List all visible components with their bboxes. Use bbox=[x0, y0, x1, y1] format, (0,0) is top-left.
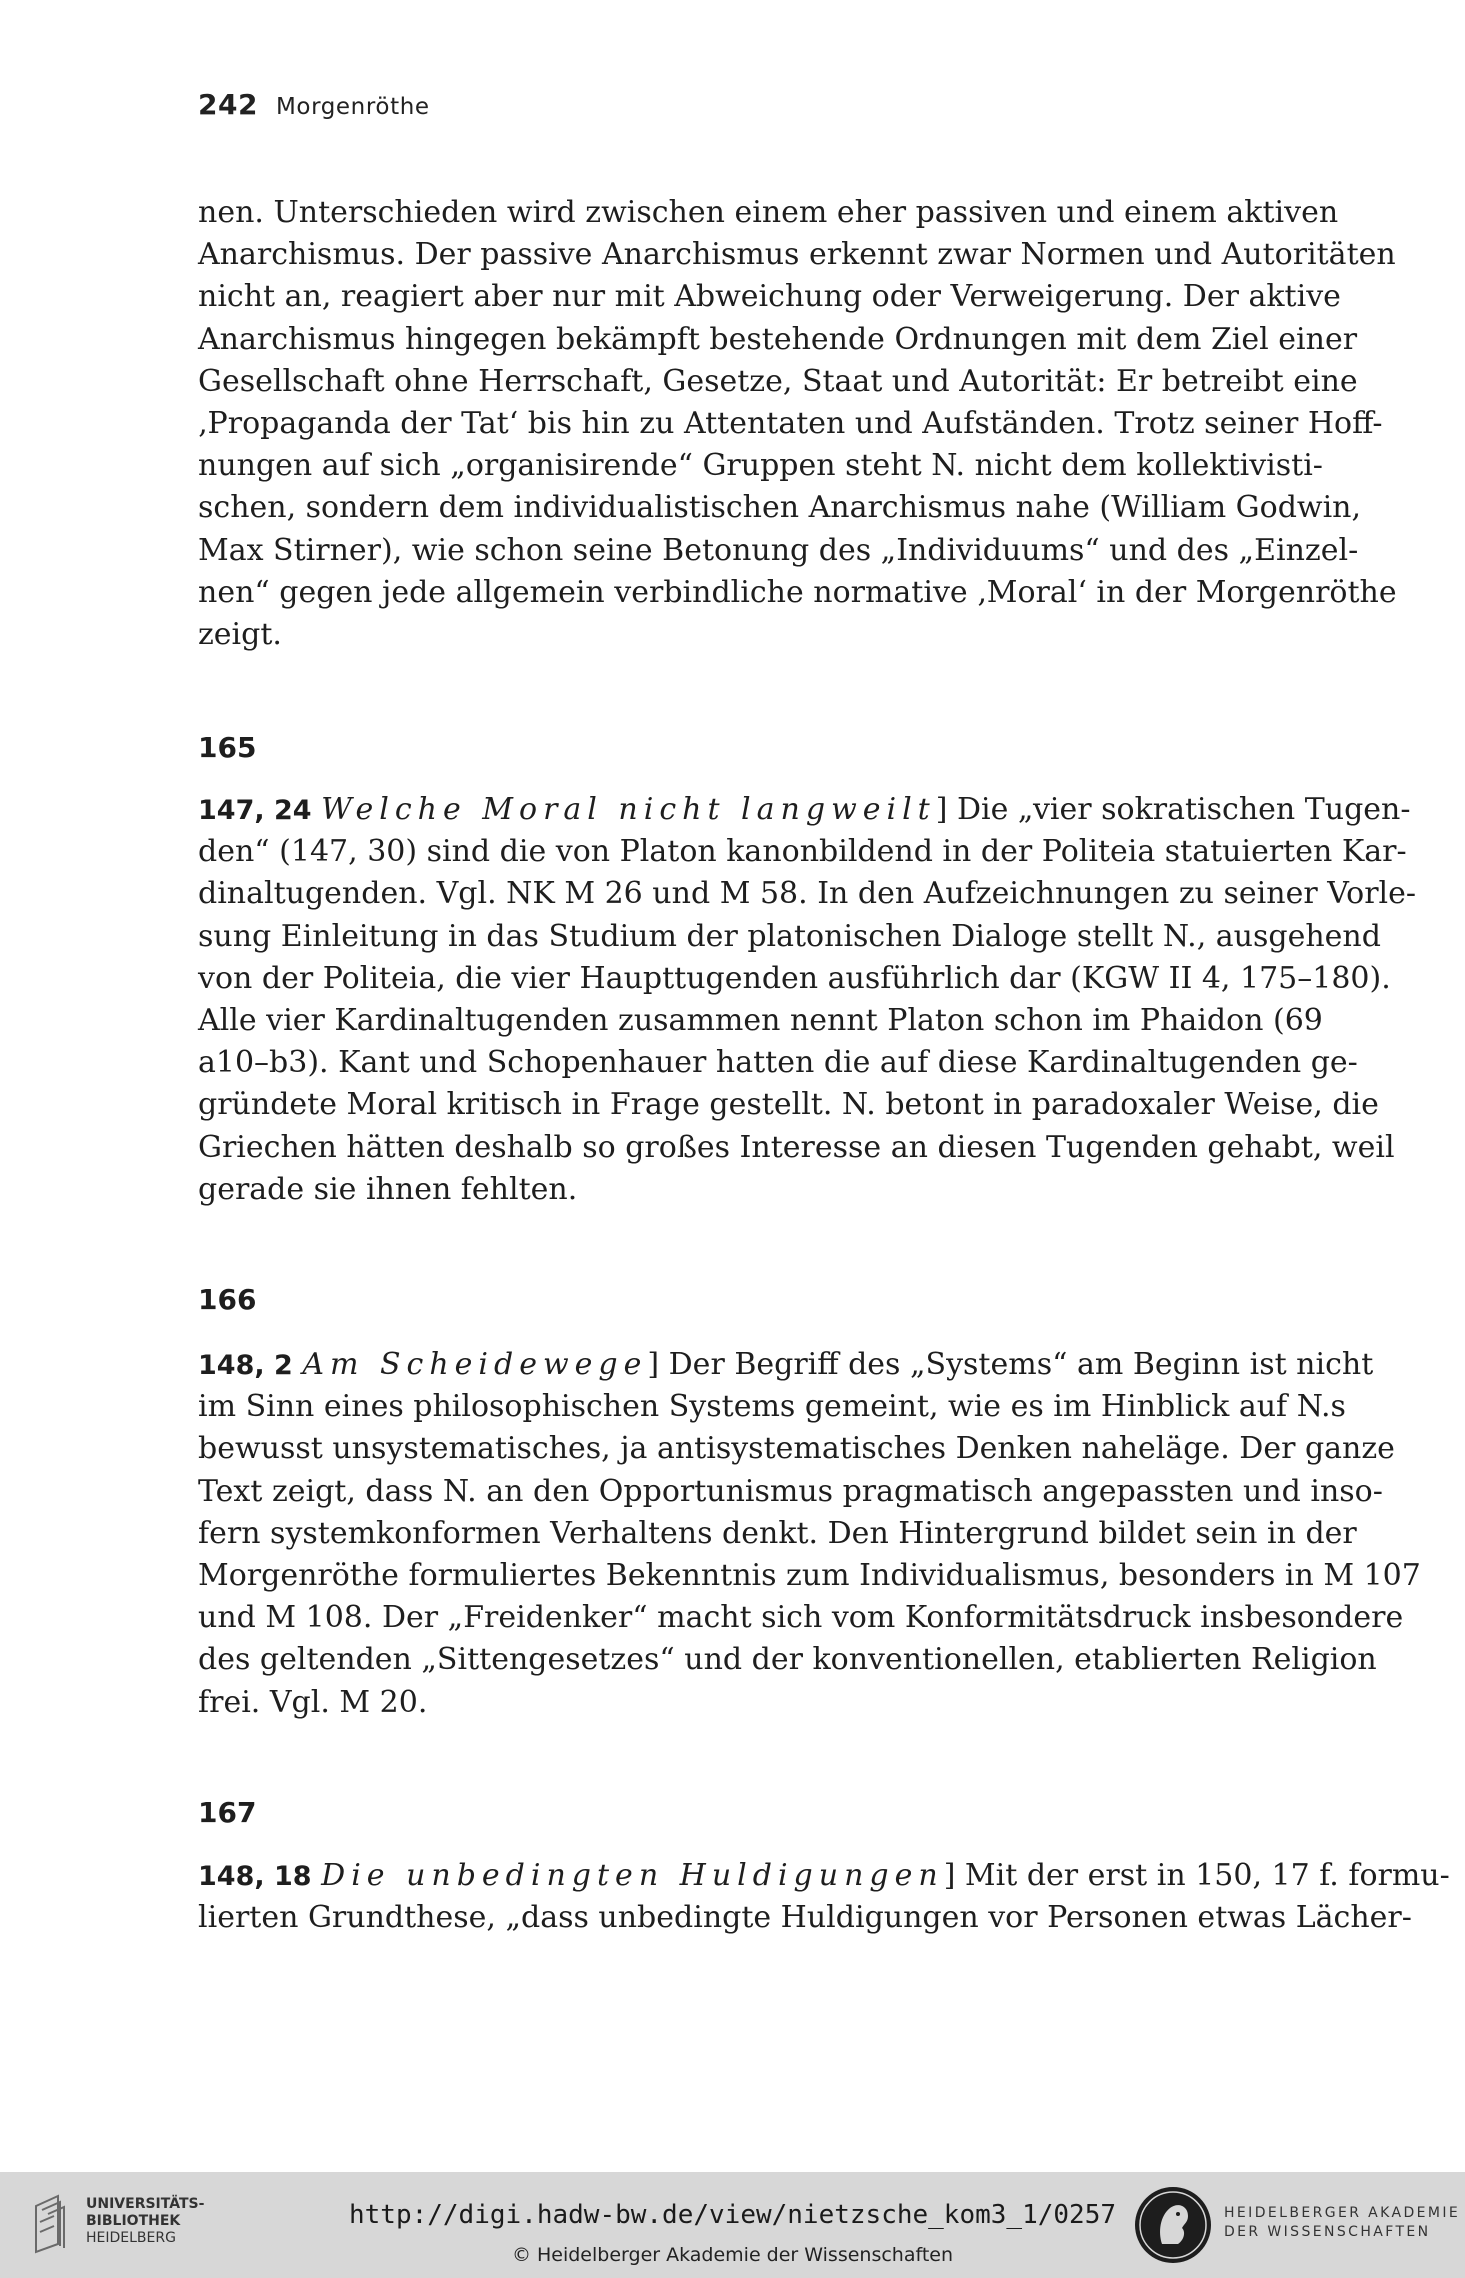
commentary-entry bbox=[198, 1855, 1450, 1939]
text-line: zeigt. bbox=[198, 616, 282, 652]
text-line: bewusst unsystematisches, ja antisystematisches Denken naheläge. Der ganze bbox=[198, 1431, 1395, 1467]
text-line: 147, 24 Welche Moral nicht langweilt] Die „vier sokratischen Tugen- bbox=[198, 792, 1411, 827]
text-line: schen, sondern dem individualistischen Anarchismus nahe (William Godwin, bbox=[198, 490, 1362, 526]
lemma: Die unbedingten Huldigungen bbox=[321, 1858, 944, 1893]
academy-name: HEIDELBERGER AKADEMIE DER WISSENSCHAFTEN bbox=[1224, 2205, 1461, 2240]
text-line: fern systemkonformen Verhaltens denkt. Den Hintergrund bildet sein in der bbox=[198, 1515, 1357, 1551]
text-line: im Sinn eines philosophischen Systems gemeint, wie es im Hinblick auf N.s bbox=[198, 1389, 1346, 1425]
text-line: gründete Moral kritisch in Frage gestellt. N. betont in paradoxaler Weise, die bbox=[198, 1087, 1379, 1123]
text-line: ‚Propaganda der Tat‘ bis hin zu Attentaten und Aufständen. Trotz seiner Hoff- bbox=[198, 405, 1383, 441]
library-name: UNIVERSITÄTS- BIBLIOTHEK HEIDELBERG bbox=[86, 2196, 205, 2246]
text-line: nicht an, reagiert aber nur mit Abweichung oder Verweigerung. Der aktive bbox=[198, 279, 1341, 315]
text-line: 148, 18 Die unbedingten Huldigungen] Mit der erst in 150, 17 f. formu- bbox=[198, 1858, 1450, 1893]
lemma: Welche Moral nicht langweilt bbox=[321, 792, 936, 827]
lemma: Am Scheidewege bbox=[302, 1347, 648, 1382]
text-line: Alle vier Kardinaltugenden zusammen nennt Platon schon im Phaidon (69 bbox=[198, 1002, 1323, 1038]
text-line: Max Stirner), wie schon seine Betonung des „Individuums“ und des „Einzel- bbox=[198, 532, 1359, 568]
academy-seal-icon bbox=[1132, 2184, 1214, 2266]
section-number: 167 bbox=[198, 1796, 257, 1829]
text-line: von der Politeia, die vier Haupttugenden ausführlich dar (KGW II 4, 175–180). bbox=[198, 960, 1391, 996]
text-line: dinaltugenden. Vgl. NK M 26 und M 58. In den Aufzeichnungen zu seiner Vorle- bbox=[198, 876, 1417, 912]
text-line: den“ (147, 30) sind die von Platon kanonbildend in der Politeia statuierten Kar- bbox=[198, 834, 1407, 870]
text-line: des geltenden „Sittengesetzes“ und der konventionellen, etablierten Religion bbox=[198, 1642, 1377, 1678]
running-title: Morgenröthe bbox=[275, 94, 430, 120]
text-line: lierten Grundthese, „dass unbedingte Huldigungen vor Personen etwas Lächer- bbox=[198, 1900, 1412, 1936]
text-line: Anarchismus. Der passive Anarchismus erkennt zwar Normen und Autoritäten bbox=[198, 237, 1396, 273]
text-line: Morgenröthe formuliertes Bekenntnis zum Individualismus, besonders in M 107 bbox=[198, 1557, 1421, 1593]
footer-bar bbox=[0, 2172, 1465, 2278]
text-line: und M 108. Der „Freidenker“ macht sich vom Konformitätsdruck insbesondere bbox=[198, 1600, 1404, 1636]
text-line: Anarchismus hingegen bekämpft bestehende Ordnungen mit dem Ziel einer bbox=[198, 321, 1358, 357]
text-line: frei. Vgl. M 20. bbox=[198, 1684, 428, 1720]
text-line: Gesellschaft ohne Herrschaft, Gesetze, Staat und Autorität: Er betreibt eine bbox=[198, 363, 1358, 399]
text-line: a10–b3). Kant und Schopenhauer hatten die auf diese Kardinaltugenden ge- bbox=[198, 1045, 1358, 1081]
reference: 147, 24 bbox=[198, 795, 312, 826]
text-line: nungen auf sich „organisirende“ Gruppen steht N. nicht dem kollektivisti- bbox=[198, 448, 1323, 484]
text-line: gerade sie ihnen fehlten. bbox=[198, 1171, 578, 1207]
reference: 148, 18 bbox=[198, 1861, 312, 1892]
paragraph-continuation bbox=[198, 192, 1397, 656]
reference: 148, 2 bbox=[198, 1350, 293, 1381]
text-line: nen“ gegen jede allgemein verbindliche normative ‚Moral‘ in der Morgenröthe bbox=[198, 574, 1397, 610]
text-line: Griechen hätten deshalb so großes Interesse an diesen Tugenden gehabt, weil bbox=[198, 1129, 1395, 1165]
section-number: 166 bbox=[198, 1283, 257, 1316]
text-line: sung Einleitung in das Studium der platonischen Dialoge stellt N., ausgehend bbox=[198, 918, 1381, 954]
text-line: nen. Unterschieden wird zwischen einem eher passiven und einem aktiven bbox=[198, 195, 1339, 230]
text-line: Text zeigt, dass N. an den Opportunismus pragmatisch angepassten und inso- bbox=[198, 1473, 1383, 1509]
commentary-entry bbox=[198, 789, 1417, 1211]
commentary-entry bbox=[198, 1344, 1421, 1724]
copyright-notice: © Heidelberger Akademie der Wissenschaften bbox=[511, 2244, 954, 2266]
text-line: 148, 2 Am Scheidewege] Der Begriff des „Systems“ am Beginn ist nicht bbox=[198, 1347, 1374, 1382]
section-number: 165 bbox=[198, 731, 257, 764]
page-number: 242 bbox=[198, 88, 258, 121]
permalink-url[interactable]: http://digi.hadw-bw.de/view/nietzsche_kom3_1/0257 bbox=[348, 2200, 1116, 2230]
running-header bbox=[198, 88, 430, 121]
